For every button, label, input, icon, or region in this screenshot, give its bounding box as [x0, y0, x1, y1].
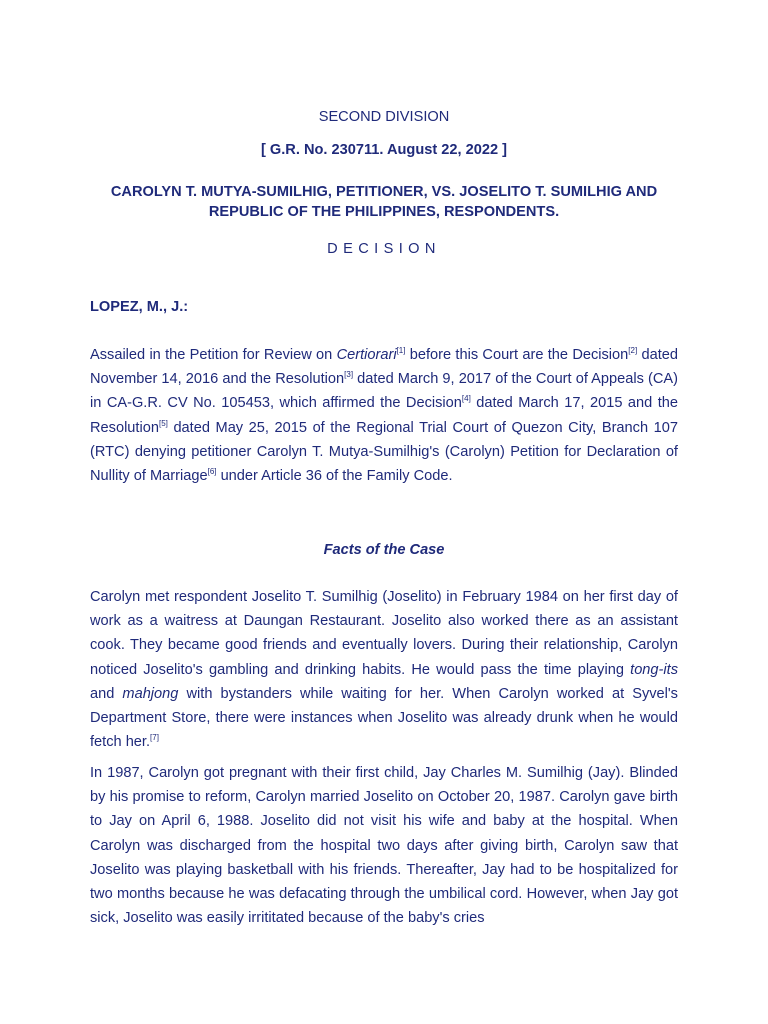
text: and [90, 685, 123, 702]
decision-heading: DECISION [327, 241, 441, 257]
text: with bystanders while waiting for her. When Carolyn worked at Syvel's Department Store, there were instances when Joselito was already drunk when he would fetch her. [90, 685, 678, 751]
text: dated November 14, 2016 and the Resolution [90, 347, 679, 388]
footnote-ref-5[interactable]: [5] [158, 418, 168, 428]
paragraph-facts-2: In 1987, Carolyn got pregnant with their first child, Jay Charles M. Sumilhig (Jay). Blinded by his promise to reform, Carolyn married Joselito on October 20, 1987. Carolyn gave birth to Jay on April 6, 1988. Joselito did not visit his wife and baby at the hospital. When Carolyn was discharged from the hospital two days after giving birth, Carolyn saw that Joselito was playing basketball with his friends. Thereafter, Jay had to be hospitalized for two months because he was defacating through the umbilical cord. However, when Jay got sick, Joselito was easily irrititated because of the baby's cries [90, 765, 678, 927]
case-parties [90, 182, 678, 222]
text: dated March 9, 2017 of the Court of Appeals (CA) in CA-G.R. CV No. 105453, which affirmed the Decision [90, 371, 678, 412]
division-heading: SECOND DIVISION [318, 109, 450, 125]
text: dated May 25, 2015 of the Regional Trial Court of Quezon City, Branch 107 (RTC) denying petitioner Carolyn T. Mutya-Sumilhig's (Carolyn) Petition for Declaration of Nullity of Marriage [90, 419, 678, 485]
text: before this Court are the Decision [405, 347, 629, 363]
footnote-ref-6[interactable]: [6] [207, 467, 217, 477]
text: dated March 17, 2015 and the Resolution [90, 395, 678, 436]
text: under Article 36 of the Family Code. [216, 468, 453, 485]
ponente-name: LOPEZ, M., J.: [90, 299, 189, 315]
facts-heading: Facts of the Case [323, 542, 445, 558]
footnote-ref-4[interactable]: [4] [461, 394, 471, 404]
footnote-ref-3[interactable]: [3] [344, 370, 354, 380]
text: Assailed in the Petition for Review on [90, 347, 337, 363]
paragraph-intro [90, 343, 678, 488]
text: Carolyn met respondent Joselito T. Sumilhig (Joselito) in February 1984 on her first day of work as a waitress at Daungan Restaurant. Joselito also worked there as an assistant cook. They became good friends and eventually lovers. During their relationship, Carolyn noticed Joselito's gambling and drinking habits. He would pass the time playing [90, 589, 678, 678]
certiorari-term: Certiorari [336, 347, 397, 363]
case-number: [ G.R. No. 230711. August 22, 2022 ] [260, 142, 508, 158]
paragraph-facts-1 [90, 585, 678, 754]
parties-line-1: CAROLYN T. MUTYA-SUMILHIG, PETITIONER, VS. JOSELITO T. SUMILHIG AND [110, 184, 658, 200]
mahjong-term: mahjong [122, 685, 179, 702]
parties-line-2: REPUBLIC OF THE PHILIPPINES, RESPONDENTS. [208, 204, 560, 220]
footnote-ref-2[interactable]: [2] [628, 346, 638, 355]
footnote-ref-1[interactable]: [1] [396, 346, 406, 355]
footnote-ref-7[interactable]: [7] [150, 733, 159, 743]
tongits-term: tong-its [630, 661, 678, 678]
